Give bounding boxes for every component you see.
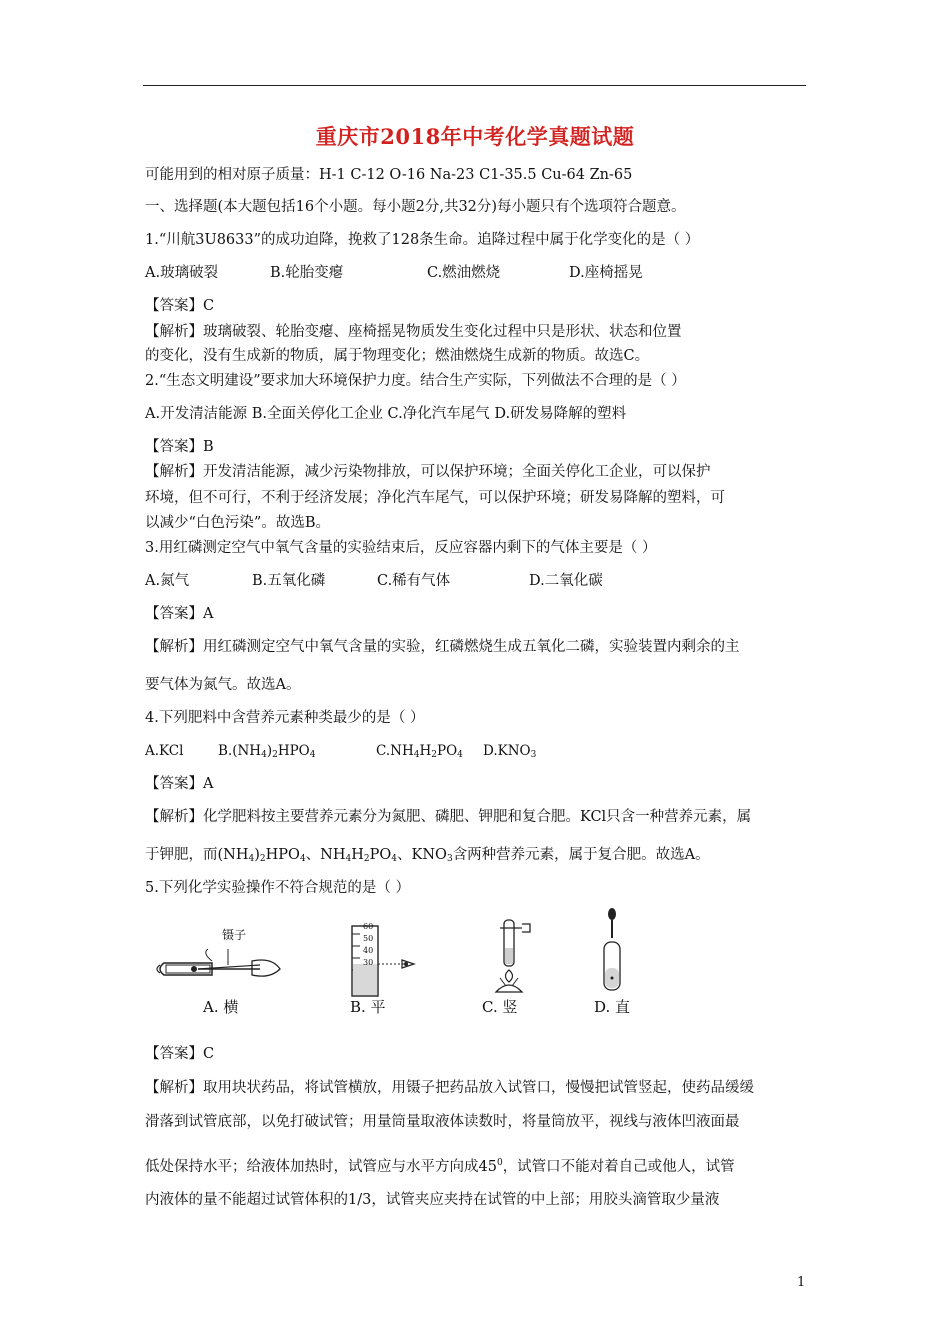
figure-a-label: A. 横 (203, 998, 239, 1016)
option-c: C.稀有气体 (377, 573, 451, 589)
question-1-options (145, 263, 643, 283)
question-5-explanation-1: 【解析】取用块状药品，将试管横放，用镊子把药品放入试管口，慢慢把试管竖起，使药品缓缓 (145, 1080, 754, 1096)
figure-c-heating-test-tube (476, 912, 546, 997)
figure-a-horizontal-test-tube (152, 935, 292, 995)
scale-40: 40 (363, 946, 374, 955)
page-number: 1 (797, 1275, 806, 1290)
question-1-explanation-1: 【解析】玻璃破裂、轮胎变瘪、座椅摇晃物质发生变化过程中只是形状、状态和位置 (145, 324, 682, 340)
question-5-stem: 5.下列化学实验操作不符合规范的是（ ） (145, 880, 410, 896)
figure-c-label: C. 竖 (482, 998, 518, 1016)
question-2-options: A.开发清洁能源 B.全面关停化工企业 C.净化汽车尾气 D.研发易降解的塑料 (145, 406, 627, 422)
question-1-answer: 【答案】C (145, 298, 215, 314)
question-1-explanation-2: 的变化，没有生成新的物质，属于物理变化；燃油燃烧生成新的物质。故选C。 (145, 348, 650, 364)
figure-d-dropper (592, 906, 632, 996)
option-d: D.二氧化碳 (529, 573, 603, 589)
option-b: B.五氧化磷 (252, 573, 326, 589)
option-a: A.玻璃破裂 (145, 265, 219, 281)
figure-b-label: B. 平 (350, 998, 386, 1016)
question-3-explanation-2: 要气体为氮气。故选A。 (145, 677, 301, 693)
scale-50: 50 (363, 934, 374, 943)
header-rule (143, 85, 806, 86)
question-5-explanation-3: 低处保持水平；给液体加热时，试管应与水平方向成$45^0$，试管口不能对着自己或他人，试管 (145, 1158, 735, 1175)
question-5-explanation-2: 滑落到试管底部，以免打破试管；用量筒量取液体读数时，将量筒放平，视线与液体凹液面最 (145, 1114, 740, 1130)
question-2-answer: 【答案】B (145, 439, 214, 455)
option-a: A.KCl (145, 743, 184, 759)
figure-d-label: D. 直 (594, 998, 631, 1016)
question-2-stem: 2.“生态文明建设”要求加大环境保护力度。结合生产实际，下列做法不合理的是（ ） (145, 373, 686, 389)
question-4-explanation-1: 【解析】化学肥料按主要营养元素分为氮肥、磷肥、钾肥和复合肥。KCl只含一种营养元素，属 (145, 809, 752, 825)
question-5-explanation-4: 内液体的量不能超过试管体积的1/3，试管夹应夹持在试管的中上部；用胶头滴管取少量液 (145, 1192, 720, 1208)
question-5-answer: 【答案】C (145, 1046, 215, 1062)
question-3-answer: 【答案】A (145, 606, 214, 622)
option-a: A.氮气 (145, 573, 190, 589)
question-3-explanation-1: 【解析】用红磷测定空气中氧气含量的实验，红磷燃烧生成五氧化二磷，实验装置内剩余的主 (145, 639, 740, 655)
option-d: $D.KNO_3$ (483, 743, 537, 760)
question-1-stem: 1.“川航3U8633”的成功迫降，挽救了128条生命。追降过程中属于化学变化的是（ ） (145, 232, 700, 248)
question-4-stem: 4.下列肥料中含营养元素种类最少的是（ ） (145, 710, 425, 726)
option-b: $B.(NH_4)_2HPO_4$ (218, 743, 316, 760)
scale-60: 60 (363, 922, 374, 931)
question-2-explanation-3: 以减少“白色污染”。故选B。 (145, 515, 330, 531)
question-2-explanation-2: 环境，但不可行，不利于经济发展；净化汽车尾气，可以保护环境；研发易降解的塑料，可 (145, 490, 725, 506)
question-3-options (145, 571, 603, 591)
option-c: C.燃油燃烧 (427, 265, 501, 281)
scale-30: 30 (363, 958, 374, 967)
question-4-options (145, 741, 536, 765)
section-heading: 一、选择题(本大题包括16个小题。每小题2分,共32分)每小题只有个选项符合题意。 (145, 199, 686, 215)
question-4-explanation-2: 于钾肥，而$(NH_4)_2HPO_4$、$NH_4H_2PO_4$、$KNO_3$含两种营养元素，属于复合肥。故选A。 (145, 847, 710, 864)
option-b: B.轮胎变瘪 (270, 265, 344, 281)
question-3-stem: 3.用红磷测定空气中氧气含量的实验结束后，反应容器内剩下的气体主要是（ ） (145, 540, 657, 556)
question-4-answer: 【答案】A (145, 776, 214, 792)
question-2-explanation-1: 【解析】开发清洁能源，减少污染物排放，可以保护环境；全面关停化工企业，可以保护 (145, 464, 711, 480)
page-title: 重庆市2018年中考化学真题试题 (315, 124, 635, 149)
option-c: $C.NH_4H_2PO_4$ (376, 743, 463, 760)
tweezers-label: 镊子 (222, 928, 247, 942)
atomic-mass-line: 可能用到的相对原子质量：H-1 C-12 O-16 Na-23 C1-35.5 Cu-64 Zn-65 (145, 167, 633, 183)
figure-b-graduated-cylinder (340, 920, 430, 1000)
option-d: D.座椅摇晃 (569, 265, 643, 281)
